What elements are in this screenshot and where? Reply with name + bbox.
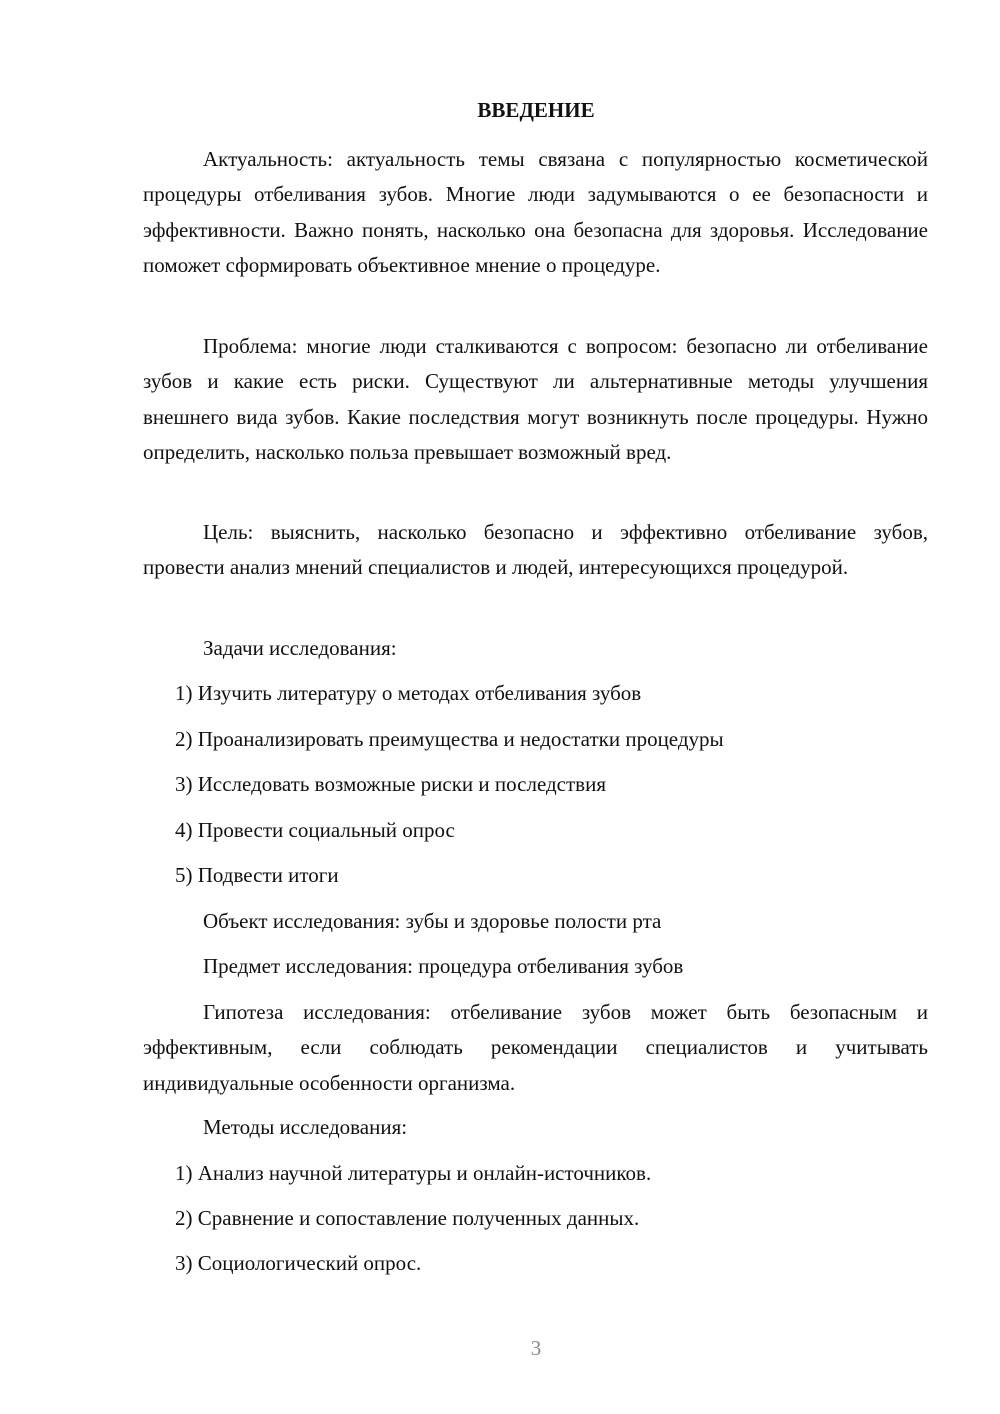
problem-paragraph: Проблема: многие люди сталкиваются с вопросом: безопасно ли отбеливание зубов и какие есть риски. Существуют ли альтернативные методы улучшения внешнего вида зубов. Какие последствия могут возникнуть после процедуры. Нужно определить, насколько польза превышает возможный вред. <box>143 334 928 464</box>
task-item-5: 5) Подвести итоги <box>175 863 339 887</box>
task-item-2: 2) Проанализировать преимущества и недостатки процедуры <box>175 727 724 751</box>
task-item-3: 3) Исследовать возможные риски и последствия <box>175 772 606 796</box>
methods-heading: Методы исследования: <box>203 1115 408 1139</box>
goal-paragraph: Цель: выяснить, насколько безопасно и эффективно отбеливание зубов, провести анализ мнений специалистов и людей, интересующихся процедурой. <box>143 520 928 580</box>
tasks-heading: Задачи исследования: <box>203 636 397 660</box>
page-title: ВВЕДЕНИЕ <box>477 98 595 122</box>
hypothesis-paragraph: Гипотеза исследования: отбеливание зубов может быть безопасным и эффективным, если соблюдать рекомендации специалистов и учитывать индивидуальные особенности организма. <box>143 1000 928 1095</box>
method-item-1: 1) Анализ научной литературы и онлайн-источников. <box>175 1161 652 1185</box>
method-item-2: 2) Сравнение и сопоставление полученных данных. <box>175 1206 640 1230</box>
task-item-1: 1) Изучить литературу о методах отбеливания зубов <box>175 681 642 705</box>
relevance-paragraph: Актуальность: актуальность темы связана с популярностью косметической процедуры отбеливания зубов. Многие люди задумываются о ее безопасности и эффективности. Важно понять, насколько она безопасна для здоровья. Исследование поможет сформировать объективное мнение о процедуре. <box>143 147 928 277</box>
research-object: Объект исследования: зубы и здоровье полости рта <box>203 909 662 933</box>
task-item-4: 4) Провести социальный опрос <box>175 818 455 842</box>
page-number: 3 <box>530 1336 542 1360</box>
research-subject: Предмет исследования: процедура отбеливания зубов <box>203 954 684 978</box>
method-item-3: 3) Социологический опрос. <box>175 1251 422 1275</box>
